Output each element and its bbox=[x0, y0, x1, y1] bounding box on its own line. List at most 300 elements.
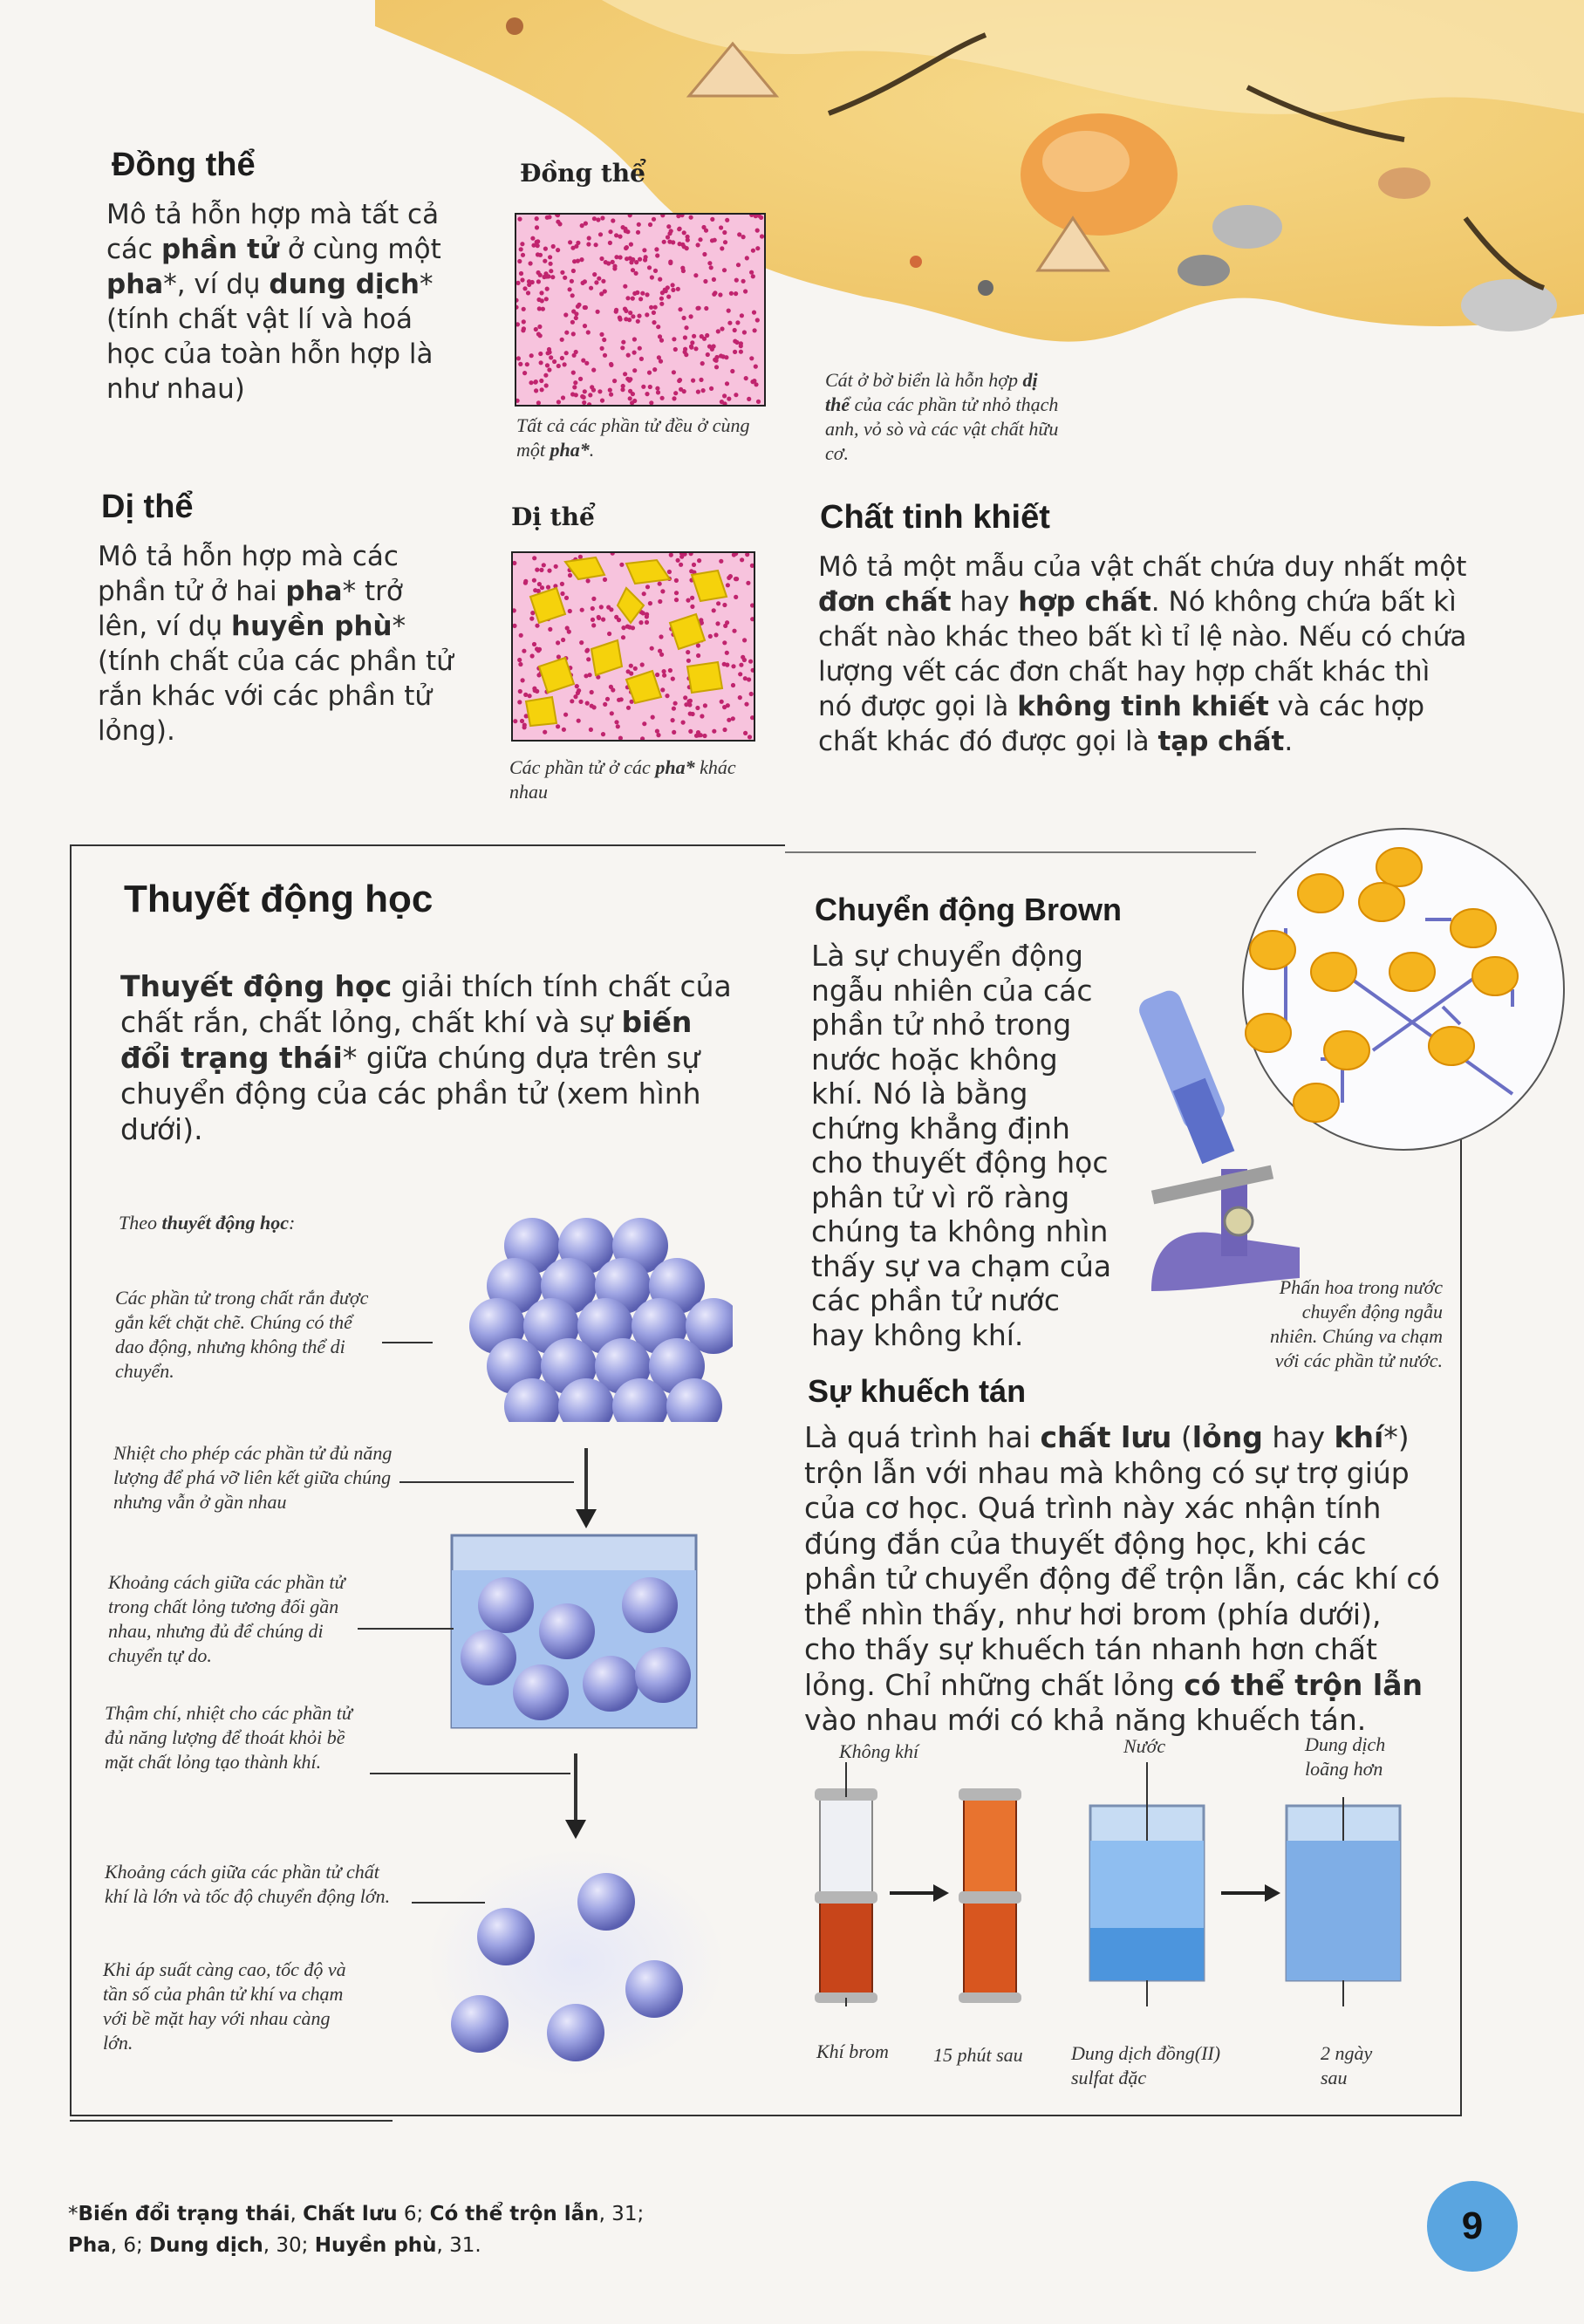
particle-dot bbox=[608, 388, 612, 393]
particle-dot bbox=[608, 229, 612, 234]
particle-dot bbox=[750, 603, 754, 607]
particle-dot bbox=[537, 582, 542, 586]
particle-dot bbox=[628, 256, 632, 261]
particle-dot bbox=[683, 695, 687, 700]
particle-dot bbox=[756, 400, 761, 404]
particle-dot bbox=[640, 291, 645, 296]
particle-dot bbox=[624, 246, 628, 250]
particle-sphere bbox=[451, 1995, 509, 2053]
particle-dot bbox=[635, 290, 639, 295]
particle-dot bbox=[655, 253, 659, 257]
particle-dot bbox=[754, 215, 758, 218]
particle-dot bbox=[611, 260, 615, 264]
particle-dot bbox=[568, 609, 572, 613]
particle-dot bbox=[743, 731, 748, 735]
particle-dot bbox=[587, 236, 591, 240]
particle-dot bbox=[755, 229, 760, 233]
particle-sphere bbox=[547, 2004, 604, 2061]
particle-dot bbox=[629, 260, 633, 264]
particle-dot bbox=[723, 240, 727, 244]
particle-dot bbox=[671, 677, 675, 681]
particle-dot bbox=[722, 230, 727, 235]
kinetic-label-evaporation: Thậm chí, nhiệt cho các phần tử đủ năng lượng để thoát khỏi bề mặt chất lỏng tạo thành khí. bbox=[105, 1702, 352, 1773]
homogeneous-heading: Đồng thể bbox=[112, 147, 256, 183]
particle-dot bbox=[720, 400, 724, 404]
particle-dot bbox=[543, 271, 548, 276]
particle-dot bbox=[681, 721, 686, 725]
particle-dot bbox=[642, 248, 646, 252]
particle-dot bbox=[662, 240, 666, 244]
particle-sphere bbox=[622, 1577, 678, 1633]
particle-dot bbox=[544, 297, 549, 301]
particle-dot bbox=[583, 279, 587, 284]
particle-dot bbox=[618, 255, 623, 259]
particle-dot bbox=[659, 297, 664, 301]
particle-dot bbox=[631, 297, 635, 301]
particle-dot bbox=[702, 252, 707, 256]
particle-dot bbox=[749, 356, 754, 360]
particle-dot bbox=[671, 718, 675, 722]
particle-dot bbox=[518, 662, 522, 666]
particle-dot bbox=[628, 389, 632, 393]
particle-dot bbox=[561, 395, 565, 400]
particle-dot bbox=[522, 371, 527, 375]
particle-dot bbox=[751, 274, 755, 278]
kinetic-label-liquid: Khoảng cách giữa các phần tử trong chất lỏng tương đối gần nhau, nhưng đủ để chúng di chuyển tự do. bbox=[108, 1571, 345, 1666]
particle-dot bbox=[540, 387, 544, 392]
particle-dot bbox=[517, 217, 522, 222]
particle-dot bbox=[668, 668, 673, 673]
particle-dot bbox=[588, 393, 592, 397]
pollen-grain bbox=[1472, 957, 1518, 995]
particle-dot bbox=[560, 338, 564, 342]
particle-dot bbox=[611, 553, 615, 556]
particle-dot bbox=[672, 396, 676, 400]
particle-dot bbox=[600, 399, 604, 403]
particle-dot bbox=[516, 322, 520, 326]
particle-dot bbox=[666, 285, 670, 290]
particle-dot bbox=[529, 353, 534, 358]
heterogeneous-figure-title: Dị thể bbox=[511, 502, 595, 531]
particle-dot bbox=[603, 578, 607, 582]
particle-dot bbox=[707, 345, 712, 349]
particle-dot bbox=[634, 260, 638, 264]
particle-dot bbox=[725, 620, 729, 625]
particle-dot bbox=[691, 379, 695, 383]
particle-dot bbox=[552, 359, 556, 364]
particle-dot bbox=[584, 222, 588, 226]
particle-dot bbox=[696, 390, 700, 394]
particle-dot bbox=[603, 353, 607, 358]
particle-dot bbox=[731, 664, 735, 668]
particle-dot bbox=[708, 634, 713, 639]
particle-dot bbox=[536, 279, 541, 284]
particle-dot bbox=[652, 217, 656, 222]
particle-dot bbox=[626, 669, 631, 673]
particle-dot bbox=[598, 232, 603, 236]
pollen-grain bbox=[1429, 1027, 1474, 1065]
particle-dot bbox=[704, 306, 708, 311]
pollen-grain bbox=[1451, 909, 1496, 947]
particle-dot bbox=[668, 261, 673, 265]
pollen-grain bbox=[1250, 931, 1295, 969]
particle-dot bbox=[611, 687, 615, 692]
label-bromine: Khí brom bbox=[816, 2040, 889, 2062]
particle-dot bbox=[536, 297, 541, 302]
particle-dot bbox=[695, 706, 700, 710]
particle-dot bbox=[591, 623, 596, 627]
particle-dot bbox=[645, 292, 649, 297]
particle-dot bbox=[693, 346, 698, 351]
particle-dot bbox=[523, 579, 528, 584]
particle-dot bbox=[704, 229, 708, 233]
particle-dot bbox=[686, 650, 690, 654]
particle-dot bbox=[655, 386, 659, 391]
homogeneous-particle-dots bbox=[516, 215, 764, 405]
yellow-particle bbox=[539, 658, 574, 693]
particle-dot bbox=[699, 378, 703, 382]
particle-dot bbox=[751, 249, 755, 253]
diffusion-description: Là quá trình hai chất lưu (lỏng hay khí*) trộn lẫn với nhau mà không có sự trợ giúp của cơ học. Quá trình này xác nhận tính đúng đắn của thuyết động học, khi các phần tử chuyển động để trộn lẫn, các khí có thể nhìn thấy, như hơi brom (phía dưới), cho thấy sự khuếch tán nhanh hơn chất lỏng. Chỉ những chất lỏng có thể trộn lẫn vào nhau mới có khả năng khuếch tán. bbox=[804, 1420, 1440, 1737]
particle-dot bbox=[586, 578, 591, 583]
particle-dot bbox=[671, 283, 675, 287]
particle-dot bbox=[722, 640, 727, 645]
particle-dot bbox=[674, 598, 679, 602]
particle-dot bbox=[740, 557, 744, 562]
particle-dot bbox=[712, 729, 716, 734]
particle-dot bbox=[571, 309, 576, 313]
particle-dot bbox=[736, 263, 741, 267]
footnote: *Biến đổi trạng thái, Chất lưu 6; Có thể trộn lẫn, 31; Pha, 6; Dung dịch, 30; Huyền phù, 31. bbox=[68, 2203, 645, 2257]
particle-dot bbox=[710, 217, 714, 222]
particle-dot bbox=[628, 215, 632, 217]
pollen-grain bbox=[1376, 848, 1422, 886]
particle-dot bbox=[543, 247, 548, 251]
particle-dot bbox=[696, 653, 700, 658]
particle-dot bbox=[658, 334, 662, 338]
particle-dot bbox=[571, 371, 576, 375]
particle-dot bbox=[519, 633, 523, 638]
particle-dot bbox=[530, 653, 535, 658]
particle-dot bbox=[689, 569, 693, 573]
particle-dot bbox=[658, 582, 662, 586]
particle-dot bbox=[744, 702, 748, 707]
particle-dot bbox=[618, 736, 623, 741]
particle-dot bbox=[582, 395, 586, 400]
particle-dot bbox=[742, 638, 747, 642]
particle-dot bbox=[686, 235, 690, 239]
particle-dot bbox=[657, 355, 661, 359]
particle-dot bbox=[739, 350, 743, 354]
particle-dot bbox=[654, 247, 659, 251]
particle-dot bbox=[614, 720, 618, 724]
particle-dot bbox=[612, 379, 617, 383]
particle-dot bbox=[659, 653, 664, 657]
particle-dot bbox=[684, 325, 688, 330]
particle-dot bbox=[539, 568, 543, 572]
particle-dot bbox=[750, 617, 754, 621]
particle-dot bbox=[565, 625, 570, 630]
particle-dot bbox=[741, 279, 746, 284]
particle-dot bbox=[536, 400, 541, 405]
particle-dot bbox=[645, 614, 649, 619]
particle-dot bbox=[538, 253, 543, 257]
particle-dot bbox=[621, 625, 625, 630]
particle-dot bbox=[652, 320, 656, 325]
particle-dot bbox=[727, 321, 732, 325]
particle-dot bbox=[574, 350, 578, 354]
particle-dot bbox=[703, 703, 707, 707]
particle-dot bbox=[666, 235, 670, 239]
particle-dot bbox=[712, 344, 716, 348]
particle-dot bbox=[633, 666, 638, 671]
particle-dot bbox=[749, 215, 754, 217]
homogeneous-figure-title: Đồng thể bbox=[520, 159, 645, 188]
particle-sphere bbox=[539, 1603, 595, 1659]
particle-dot bbox=[516, 356, 521, 360]
particle-dot bbox=[582, 400, 586, 405]
particle-dot bbox=[556, 654, 561, 659]
particle-dot bbox=[691, 712, 695, 716]
particle-dot bbox=[564, 331, 569, 335]
particle-dot bbox=[716, 601, 720, 605]
particle-dot bbox=[571, 332, 576, 336]
particle-dot bbox=[529, 380, 533, 385]
particle-dot bbox=[607, 632, 611, 636]
particle-dot bbox=[527, 279, 531, 284]
particle-dot bbox=[563, 312, 568, 317]
particle-dot bbox=[725, 651, 729, 655]
particle-dot bbox=[690, 605, 694, 609]
particle-dot bbox=[629, 243, 633, 247]
brownian-heading: Chuyển động Brown bbox=[815, 892, 1122, 927]
particle-dot bbox=[713, 632, 718, 637]
particle-dot bbox=[672, 730, 676, 735]
particle-dot bbox=[662, 673, 666, 678]
particle-dot bbox=[701, 388, 706, 393]
particle-dot bbox=[684, 702, 688, 707]
particle-dot bbox=[579, 257, 584, 262]
particle-dot bbox=[596, 217, 600, 222]
particle-dot bbox=[753, 328, 757, 332]
particle-dot bbox=[564, 351, 569, 355]
particle-dot bbox=[749, 692, 754, 696]
particle-dot bbox=[722, 662, 727, 666]
particle-dot bbox=[556, 248, 560, 252]
particle-dot bbox=[638, 346, 642, 351]
particle-dot bbox=[722, 603, 727, 607]
particle-dot bbox=[600, 346, 604, 351]
particle-dot bbox=[642, 591, 646, 596]
particle-dot bbox=[653, 305, 658, 310]
particle-dot bbox=[520, 242, 524, 246]
pollen-grain bbox=[1298, 874, 1343, 913]
particle-sphere bbox=[478, 1577, 534, 1633]
particle-dot bbox=[579, 640, 584, 645]
particle-dot bbox=[606, 261, 611, 265]
particle-dot bbox=[686, 659, 691, 663]
particle-dot bbox=[721, 354, 726, 359]
particle-dot bbox=[601, 618, 605, 622]
particle-dot bbox=[629, 664, 633, 668]
particle-dot bbox=[545, 287, 550, 291]
particle-dot bbox=[533, 380, 537, 385]
yellow-particle bbox=[530, 588, 565, 623]
pollen-grain bbox=[1359, 883, 1404, 921]
particle-dot bbox=[586, 242, 591, 246]
particle-dot bbox=[521, 253, 525, 257]
particle-dot bbox=[638, 297, 643, 301]
particle-sphere bbox=[577, 1873, 635, 1931]
particle-dot bbox=[692, 334, 696, 338]
particle-dot bbox=[547, 569, 551, 573]
particle-dot bbox=[648, 385, 652, 389]
kinetic-label-solid: Các phần tử trong chất rắn được gắn kết chặt chẽ. Chúng có thể dao động, nhưng không thể di chuyển. bbox=[115, 1287, 369, 1382]
particle-dot bbox=[580, 608, 584, 612]
pollen-magnified-view bbox=[1233, 824, 1574, 1155]
particle-dot bbox=[667, 240, 672, 244]
particle-dot bbox=[554, 564, 558, 569]
particle-dot bbox=[714, 359, 719, 363]
particle-dot bbox=[644, 255, 648, 259]
particle-dot bbox=[570, 293, 575, 297]
particle-dot bbox=[733, 328, 737, 332]
particle-dot bbox=[592, 272, 597, 277]
heterogeneous-heading: Dị thể bbox=[101, 489, 194, 525]
particle-dot bbox=[562, 728, 566, 732]
particle-dot bbox=[526, 290, 530, 295]
particle-dot bbox=[660, 687, 665, 692]
particle-dot bbox=[534, 327, 538, 332]
particle-dot bbox=[597, 615, 601, 619]
particle-dot bbox=[516, 305, 519, 310]
particle-dot bbox=[700, 714, 704, 718]
label-after-15-minutes: 15 phút sau bbox=[933, 2044, 1023, 2066]
particle-dot bbox=[609, 362, 613, 366]
particle-dot bbox=[655, 673, 659, 677]
particle-dot bbox=[536, 332, 541, 336]
particle-dot bbox=[682, 230, 686, 235]
particle-dot bbox=[681, 269, 686, 273]
particle-dot bbox=[520, 719, 524, 723]
particle-dot bbox=[537, 325, 542, 329]
particle-dot bbox=[577, 719, 581, 723]
particle-dot bbox=[623, 372, 627, 376]
particle-dot bbox=[603, 289, 607, 293]
particle-dot bbox=[528, 694, 532, 698]
particle-dot bbox=[549, 355, 553, 359]
label-water: Nước bbox=[1123, 1735, 1166, 1757]
pollen-grain bbox=[1246, 1014, 1291, 1052]
bromine-jars-start bbox=[815, 1788, 877, 2003]
particle-dot bbox=[725, 218, 729, 222]
particle-dot bbox=[690, 340, 694, 345]
particle-dot bbox=[738, 672, 742, 676]
particle-dot bbox=[545, 363, 550, 367]
particle-dot bbox=[715, 621, 720, 625]
particle-dot bbox=[570, 320, 575, 325]
particle-dot bbox=[656, 390, 660, 394]
particle-dot bbox=[572, 385, 577, 389]
particle-dot bbox=[665, 694, 669, 698]
particle-dot bbox=[533, 588, 537, 592]
particle-dot bbox=[719, 225, 723, 229]
particle-dot bbox=[747, 677, 751, 681]
particle-dot bbox=[535, 624, 539, 628]
particle-dot bbox=[735, 320, 740, 325]
particle-dot bbox=[547, 347, 551, 352]
particle-dot bbox=[683, 350, 687, 354]
particle-dot bbox=[719, 559, 723, 564]
particle-dot bbox=[742, 330, 747, 334]
particle-dot bbox=[534, 388, 538, 393]
particle-dot bbox=[731, 716, 735, 721]
particle-dot bbox=[645, 392, 649, 396]
particle-dot bbox=[576, 304, 580, 309]
particle-dot bbox=[745, 553, 749, 557]
homogeneous-figure-caption: Tất cả các phần tử đều ở cùng một pha*. bbox=[516, 414, 750, 461]
particle-dot bbox=[637, 314, 641, 318]
kinetic-description: Thuyết động học giải thích tính chất của chất rắn, chất lỏng, chất khí và sự biến đổi trạng thái* giữa chúng dựa trên sự chuyển động của các phần tử (xem hình dưới). bbox=[120, 969, 732, 1146]
particle-dot bbox=[529, 261, 533, 265]
particle-dot bbox=[556, 215, 560, 217]
particle-dot bbox=[748, 660, 753, 664]
particle-dot bbox=[760, 234, 764, 238]
particle-sphere bbox=[477, 1908, 535, 1965]
particle-dot bbox=[518, 689, 522, 694]
particle-dot bbox=[732, 629, 736, 633]
particle-dot bbox=[716, 329, 720, 333]
particle-dot bbox=[660, 215, 665, 217]
particle-dot bbox=[659, 302, 664, 306]
particle-dot bbox=[652, 367, 657, 372]
pure-description: Mô tả một mẫu của vật chất chứa duy nhất một đơn chất hay hợp chất. Nó không chứa bất kì chất nào khác theo bất kì tỉ lệ nào. Nếu có chứa lượng vết các đơn chất hay hợp chất khác thì nó được gọi là không tinh khiết và các hợp chất khác đó được gọi là tạp chất. bbox=[818, 551, 1467, 757]
particle-dot bbox=[550, 275, 555, 279]
kinetic-label-pressure: Khi áp suất càng cao, tốc độ và tần số của phân tử khí va chạm với bề mặt hay với nhau càng lớn. bbox=[103, 1958, 346, 2054]
particle-dot bbox=[750, 715, 754, 720]
particle-dot bbox=[720, 326, 724, 331]
particle-dot bbox=[690, 596, 694, 600]
particle-dot bbox=[726, 583, 730, 587]
particle-dot bbox=[640, 662, 645, 666]
particle-dot bbox=[545, 215, 550, 220]
particle-dot bbox=[571, 269, 576, 273]
particle-dot bbox=[549, 262, 553, 266]
particle-dot bbox=[573, 694, 577, 699]
particle-dot bbox=[653, 269, 658, 273]
particle-dot bbox=[576, 241, 580, 245]
page-number: 9 bbox=[1461, 2204, 1484, 2247]
homogeneous-description: Mô tả hỗn hợp mà tất cả các phần tử ở cùng một pha*, ví dụ dung dịch* (tính chất vật lí và hoá học của toàn hỗn hợp là như nhau) bbox=[106, 199, 441, 405]
particle-sphere bbox=[461, 1630, 516, 1685]
particle-dot bbox=[626, 353, 631, 358]
particle-dot bbox=[530, 236, 535, 241]
particle-dot bbox=[678, 307, 682, 311]
particle-dot bbox=[624, 317, 628, 321]
particle-dot bbox=[628, 377, 632, 381]
particle-dot bbox=[734, 595, 738, 599]
particle-dot bbox=[640, 736, 645, 740]
particle-dot bbox=[689, 215, 693, 220]
particle-dot bbox=[543, 373, 548, 378]
particle-dot bbox=[734, 393, 738, 397]
particle-dot bbox=[601, 279, 605, 284]
particle-dot bbox=[739, 344, 743, 348]
particle-dot bbox=[538, 352, 543, 356]
particle-dot bbox=[727, 309, 731, 313]
particle-dot bbox=[610, 711, 614, 715]
particle-dot bbox=[682, 389, 686, 393]
